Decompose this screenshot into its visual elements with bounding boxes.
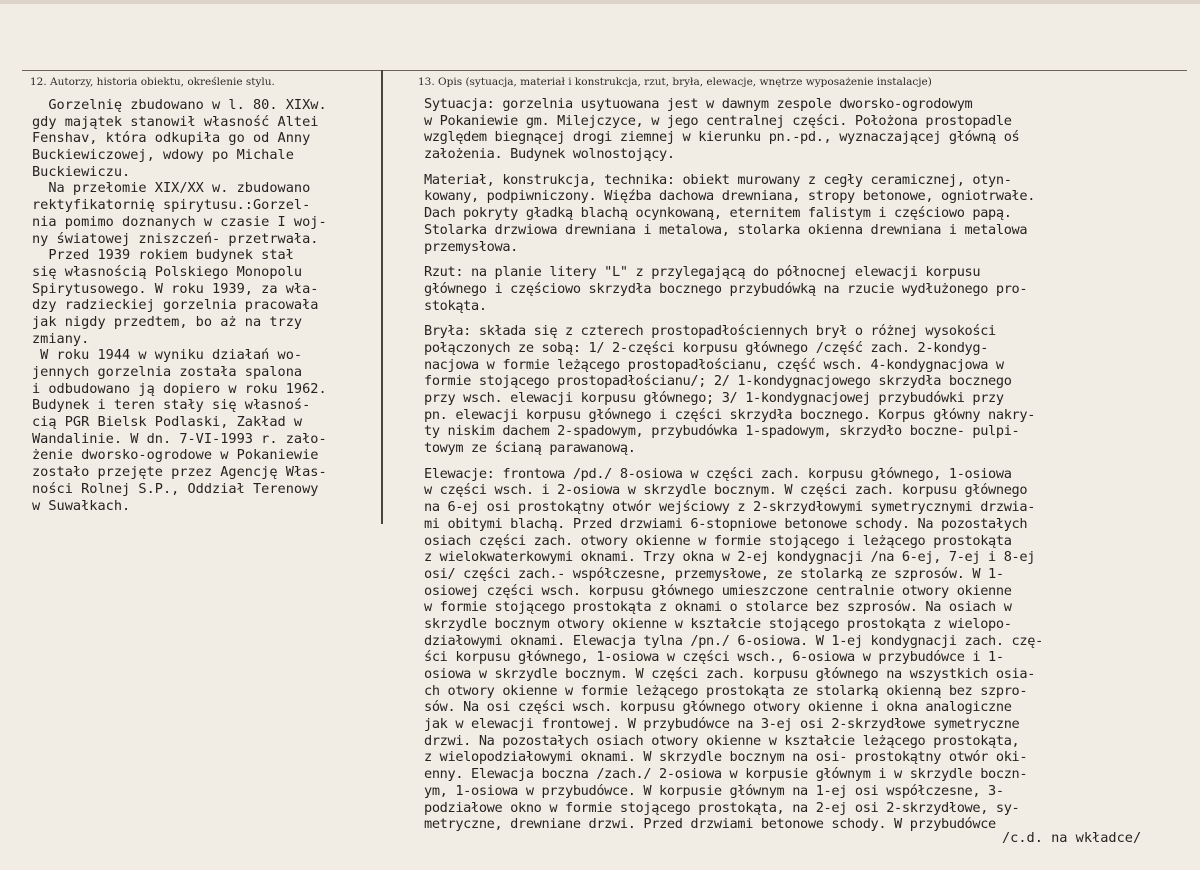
paragraph-gap [424,314,1194,323]
description-line: z wielokwaterkowymi oknami. Trzy okna w 2-ej kondygnacji /na 6-ej, 7-ej i 8-ej [424,549,1036,566]
history-line: Na przełomie XIX/XX w. zbudowano [32,180,311,197]
description-line: pn. elewacji korpusu głównego i części skrzydła bocznego. Korpus główny nakry- [424,406,1036,423]
paragraph-gap [424,163,1194,172]
paragraph-gap [424,457,1194,466]
history-line: Gorzelnię zbudowano w l. 80. XIXw. [32,97,327,113]
description-line: w formie stojącego prostokąta z oknami o stolarce bez szprosów. Na osiach w [424,599,1012,616]
history-line: Spirytusowego. W roku 1939, za wła- [32,280,319,297]
history-line: się własnością Polskiego Monopolu [32,263,303,280]
description-line: Stolarka drzwiowa drewniana i metalowa, stolarka okienna drewniana i metalowa [424,221,1028,238]
description-line: ty niskim dachem 2-spadowym, przybudówka 1-spadowym, skrzydło boczne- pulpi- [424,423,1020,440]
history-line: rektyfikatornię spirytusu.:Gorzel- [32,197,311,214]
description-line: Rzut: na planie litery "L" z przylegającą do północnej elewacji korpusu [424,264,981,281]
description-line: względem biegnącej drogi ziemnej w kierunku pn.-pd., wyznaczającej główną oś [424,129,1020,146]
history-line: gdy majątek stanowił własność Altei [32,113,319,130]
description-line: Elewacje: frontowa /pd./ 8-osiowa w części zach. korpusu głównego, 1-osiowa [424,465,1012,482]
section-13-heading: 13. Opis (sytuacja, materiał i konstrukcja, rzut, bryła, elewacje, wnętrze wyposażenie instalacje) [418,76,932,88]
history-line: Fenshav, która odkupiła go od Anny [32,130,311,147]
description-line: nacjowa w formie leżącego prostopadłościanu, część wsch. 4-kondygnacjowa w [424,356,1004,373]
description-line: osiowa w skrzydle bocznym. W części zach. korpusu głównego na wszystkich osia- [424,666,1036,682]
description-line: jak w elewacji frontowej. W przybudówce na 3-ej osi 2-skrzydłowe symetryczne [424,716,1020,733]
description-line: ym, 1-osiowa w przybudówce. W korpusie głównym na 1-ej osi współczesne, 3- [424,782,1004,799]
description-line: w części wsch. i 2-osiowa w skrzydle bocznym. W części zach. korpusu głównego [424,482,1028,499]
description-line: Dach pokryty gładką blachą ocynkowaną, eternitem falistym i częściowo papą. [424,205,1012,222]
description-line: formie stojącego prostopadłościanu/; 2/ 1-kondygnacjowego skrzydła bocznego [424,373,1012,390]
description-line: przemysłowa. [424,238,519,255]
description-line: osiach części zach. otwory okienne w formie stojącego i leżącego prostokąta [424,532,1012,549]
history-line: Buckiewiczu. [32,163,131,180]
history-line: żenie dworsko-ogrodowe w Pokaniewie [32,447,319,464]
description-line: sów. Na osi części wsch. korpusu głównego otwory okienne i okna analogiczne [424,699,1012,716]
description-line: działowymi oknami. Elewacja tylna /pn./ 6-osiowa. W 1-ej kondygnacji zach. czę- [424,632,1043,649]
description-line: ści korpusu głównego, 1-osiowa w części wsch., 6-osiowa w przybudówce i 1- [424,649,1004,666]
description-line: metryczne, drewniane drzwi. Przed drzwiami betonowe schody. W przybudówce [424,816,996,833]
description-line: ch otwory okienne w formie leżącego prostokąta ze stolarką okienną bez szpro- [424,682,1028,699]
history-line: Buckiewiczowej, wdowy po Michale [32,147,294,164]
description-line: przy wsch. elewacji korpusu głównego; 3/ 1-kondygnacjowej przybudówki przy [424,390,1004,406]
description-line: Materiał, konstrukcja, technika: obiekt murowany z cegły ceramicznej, otyn- [424,171,1012,188]
history-line: Wandalinie. W dn. 7-VI-1993 r. zało- [32,430,327,447]
history-line: dzy radzieckiej gorzelnia pracowała [32,297,319,314]
description-line: osi/ części zach.- współczesne, przemysłowe, ze stolarką ze szprosów. W 1- [424,565,1004,582]
history-line: jak nigdy przedtem, bo aż na trzy [32,313,303,330]
description-line: stokąta. [424,297,487,314]
history-line: w Suwałkach. [32,497,131,514]
description-line: enny. Elewacja boczna /zach./ 2-osiowa w korpusie głównym i w skrzydle boczn- [424,766,1028,783]
header-rule [22,70,1187,71]
continuation-note: /c.d. na wkładce/ [1002,830,1142,846]
description-line: połączonych ze sobą: 1/ 2-części korpusu głównego /część zach. 2-kondyg- [424,339,989,356]
description-text-column [424,96,1194,833]
description-line: kowany, podpiwniczony. Więźba dachowa drewniana, stropy betonowe, ogniotrwałe. [424,188,1036,205]
history-line: cią PGR Bielsk Podlaski, Zakład w [32,414,303,431]
history-line: Przed 1939 rokiem budynek stał [32,247,294,264]
history-line: i odbudowano ją dopiero w roku 1962. [32,380,327,397]
description-line: założenia. Budynek wolnostojący. [424,146,675,163]
description-line: na 6-ej osi prostokątny otwór wejściowy z 2-skrzydłowymi symetrycznymi drzwia- [424,499,1036,516]
description-line: osiowej części wsch. korpusu głównego umieszczone centralnie otwory okienne [424,582,1012,599]
description-line: w Pokaniewie gm. Milejczyce, w jego centralnej części. Położona prostopadle [424,112,1012,129]
section-12-heading: 12. Autorzy, historia obiektu, określenie stylu. [30,76,275,88]
description-line: podziałowe okno w formie stojącego prostokąta, na 2-ej osi 2-skrzydłowe, sy- [424,799,1020,816]
history-line: Budynek i teren stały się własnoś- [32,397,311,414]
history-line: ności Rolnej S.P., Oddział Terenowy [32,480,319,497]
history-text-column [32,97,377,514]
history-line: ny światowej zniszczeń- przetrwała. [32,230,319,247]
history-line: nia pomimo doznanych w czasie I woj- [32,213,327,230]
description-line: drzwi. Na pozostałych osiach otwory okienne w kształcie leżącego prostokąta, [424,732,1020,749]
history-line: W roku 1944 w wyniku działań wo- [32,347,303,364]
history-line: jennych gorzelnia została spalona [32,364,303,380]
history-line: zostało przejęte przez Agencję Włas- [32,464,327,481]
description-line: Sytuacja: gorzelnia usytuowana jest w dawnym zespole dworsko-ogrodowym [424,96,973,112]
description-line: mi obitymi blachą. Przed drzwiami 6-stopniowe betonowe schody. Na pozostałych [424,515,1028,532]
description-line: z wielopodziałowymi oknami. W skrzydle bocznym na osi- prostokątny otwór oki- [424,749,1028,766]
paragraph-gap [424,255,1194,264]
description-line: towym ze ścianą parawanową. [424,440,636,457]
column-divider [381,70,383,524]
description-line: skrzydle bocznym otwory okienne w kształcie stojącego prostokąta z wielopo- [424,615,1012,632]
history-line: zmiany. [32,330,90,347]
description-line: Bryła: składa się z czterech prostopadłościennych brył o różnej wysokości [424,323,996,340]
description-line: głównego i częściowo skrzydła bocznego przybudówką na rzucie wydłużonego pro- [424,280,1028,297]
